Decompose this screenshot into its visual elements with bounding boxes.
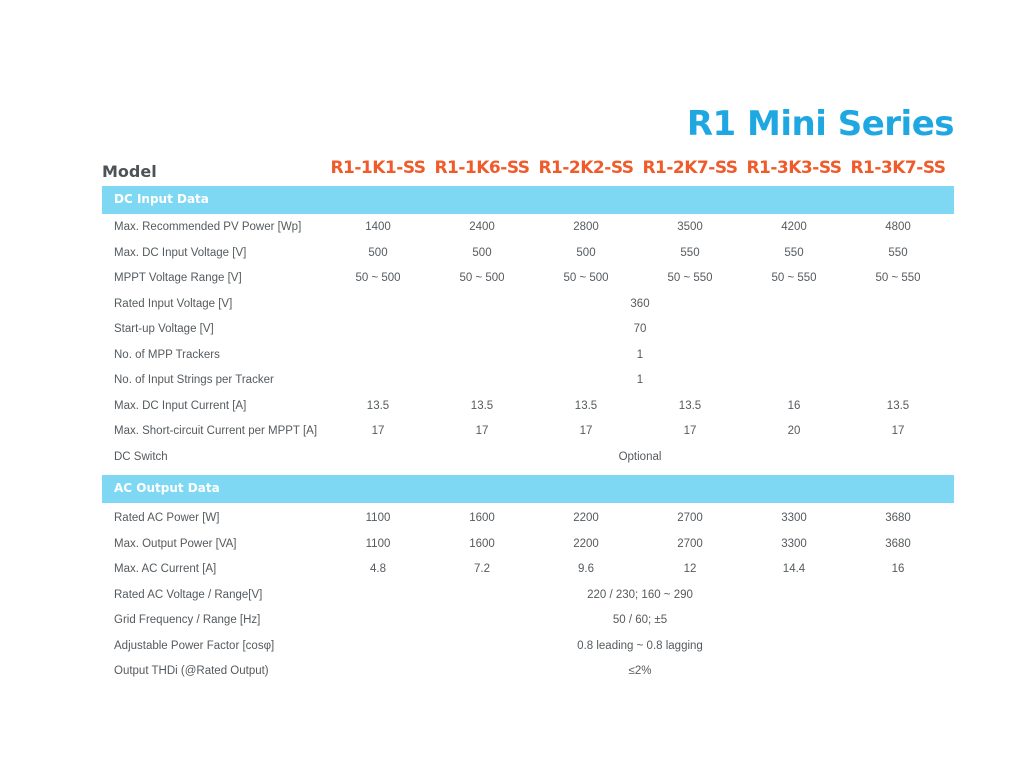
dc-input-table — [102, 216, 954, 471]
spec-value: 1100 — [365, 537, 391, 550]
section-heading-dc-input — [102, 186, 954, 214]
spec-values — [326, 538, 954, 550]
spec-value: 17 — [579, 425, 593, 437]
spec-value: 4.8 — [370, 563, 386, 575]
spec-value: 12 — [683, 563, 697, 575]
spec-value: 7.2 — [474, 563, 490, 575]
spec-value-merged: 1 — [636, 348, 644, 361]
spec-value: 17 — [891, 425, 905, 437]
spec-value: 4800 — [885, 221, 911, 233]
spec-value-merged: 70 — [633, 323, 647, 335]
spec-row — [102, 446, 954, 472]
spec-values — [326, 400, 954, 412]
spec-value: 14.4 — [782, 563, 806, 575]
model-name: R1-1K1-SS — [330, 158, 426, 178]
spec-values — [326, 512, 954, 524]
spec-label: Max. DC Input Voltage [V] — [114, 246, 247, 259]
spec-values — [326, 272, 954, 284]
spec-label: Grid Frequency / Range [Hz] — [114, 614, 261, 626]
ac-output-table — [102, 507, 954, 686]
spec-row — [102, 369, 954, 395]
spec-value: 1600 — [469, 537, 495, 550]
spec-values — [326, 563, 954, 575]
spec-value: 50 ~ 550 — [771, 272, 817, 284]
spec-value: 50 ~ 500 — [563, 272, 609, 284]
spec-value-merged: 0.8 leading ~ 0.8 lagging — [577, 639, 703, 652]
model-label: Model — [102, 162, 157, 181]
model-name: R1-2K7-SS — [642, 158, 738, 178]
spec-value: 50 ~ 500 — [355, 272, 401, 284]
spec-value: 1100 — [365, 512, 391, 524]
spec-value: 2200 — [573, 537, 599, 550]
spec-value: 17 — [371, 425, 385, 437]
spec-row — [102, 267, 954, 293]
spec-value: 2800 — [573, 221, 599, 233]
spec-label: Max. Short-circuit Current per MPPT [A] — [114, 425, 318, 437]
section-heading-label: DC Input Data — [114, 192, 209, 206]
spec-row — [102, 507, 954, 533]
spec-value: 13.5 — [886, 399, 910, 412]
spec-value: 13.5 — [574, 399, 598, 412]
spec-row — [102, 635, 954, 661]
spec-value: 50 ~ 550 — [875, 272, 921, 284]
spec-value-merged: 1 — [636, 374, 644, 386]
spec-label: DC Switch — [114, 450, 168, 463]
spec-label: Output THDi (@Rated Output) — [114, 665, 269, 677]
spec-value: 3500 — [677, 221, 703, 233]
spec-value: 16 — [891, 563, 905, 575]
spec-value: 4200 — [781, 221, 807, 233]
model-name: R1-3K3-SS — [746, 158, 842, 178]
spec-row — [102, 242, 954, 268]
spec-value: 20 — [787, 425, 801, 437]
model-header-row — [326, 158, 954, 184]
spec-value: 550 — [680, 246, 700, 259]
spec-value: 3680 — [885, 537, 911, 550]
spec-value-merged: 360 — [630, 297, 650, 310]
spec-value: 500 — [576, 246, 596, 259]
spec-value: 1400 — [365, 221, 391, 233]
spec-label: Max. Output Power [VA] — [114, 537, 237, 550]
spec-value: 550 — [784, 246, 804, 259]
spec-label: Rated AC Voltage / Range[V] — [114, 588, 263, 601]
spec-values — [326, 221, 954, 233]
spec-value-merged: 220 / 230; 160 ~ 290 — [587, 588, 693, 601]
spec-label: MPPT Voltage Range [V] — [114, 272, 242, 284]
spec-label: No. of MPP Trackers — [114, 348, 220, 361]
section-heading-label: AC Output Data — [114, 481, 220, 495]
model-name: R1-2K2-SS — [538, 158, 634, 178]
spec-row — [102, 584, 954, 610]
spec-row — [102, 293, 954, 319]
spec-values — [326, 425, 954, 437]
spec-value: 2700 — [677, 512, 703, 524]
spec-label: Adjustable Power Factor [cosφ] — [114, 639, 275, 652]
spec-value-merged: Optional — [618, 450, 662, 463]
spec-value: 2400 — [469, 221, 495, 233]
spec-value: 50 ~ 500 — [459, 272, 505, 284]
spec-value: 13.5 — [366, 399, 390, 412]
spec-value: 3300 — [781, 537, 807, 550]
model-name: R1-3K7-SS — [850, 158, 946, 178]
spec-row — [102, 660, 954, 686]
spec-row — [102, 344, 954, 370]
spec-row — [102, 420, 954, 446]
spec-value: 16 — [787, 399, 801, 412]
spec-value: 9.6 — [578, 563, 594, 575]
spec-label: Rated Input Voltage [V] — [114, 297, 233, 310]
spec-label: No. of Input Strings per Tracker — [114, 374, 274, 386]
model-name: R1-1K6-SS — [434, 158, 530, 178]
spec-value-merged: ≤2% — [628, 665, 652, 677]
spec-value: 500 — [368, 246, 388, 259]
spec-value: 3680 — [885, 512, 911, 524]
spec-value: 3300 — [781, 512, 807, 524]
spec-label: Max. AC Current [A] — [114, 563, 217, 575]
spec-row — [102, 533, 954, 559]
spec-label: Max. DC Input Current [A] — [114, 399, 247, 412]
spec-value: 500 — [472, 246, 492, 259]
section-heading-ac-output — [102, 475, 954, 503]
spec-row — [102, 558, 954, 584]
spec-value: 2700 — [677, 537, 703, 550]
spec-value-merged: 50 / 60; ±5 — [612, 614, 668, 626]
spec-row — [102, 318, 954, 344]
spec-row — [102, 216, 954, 242]
spec-value: 2200 — [573, 512, 599, 524]
spec-value: 1600 — [469, 512, 495, 524]
spec-value: 13.5 — [678, 399, 702, 412]
spec-value: 17 — [683, 425, 697, 437]
spec-label: Rated AC Power [W] — [114, 512, 220, 524]
spec-label: Max. Recommended PV Power [Wp] — [114, 221, 302, 233]
spec-value: 17 — [475, 425, 489, 437]
spec-label: Start-up Voltage [V] — [114, 323, 214, 335]
spec-row — [102, 395, 954, 421]
spec-values — [326, 247, 954, 259]
spec-row — [102, 609, 954, 635]
spec-value: 550 — [888, 246, 908, 259]
series-title: R1 Mini Series — [686, 104, 954, 144]
spec-value: 50 ~ 550 — [667, 272, 713, 284]
spec-value: 13.5 — [470, 399, 494, 412]
